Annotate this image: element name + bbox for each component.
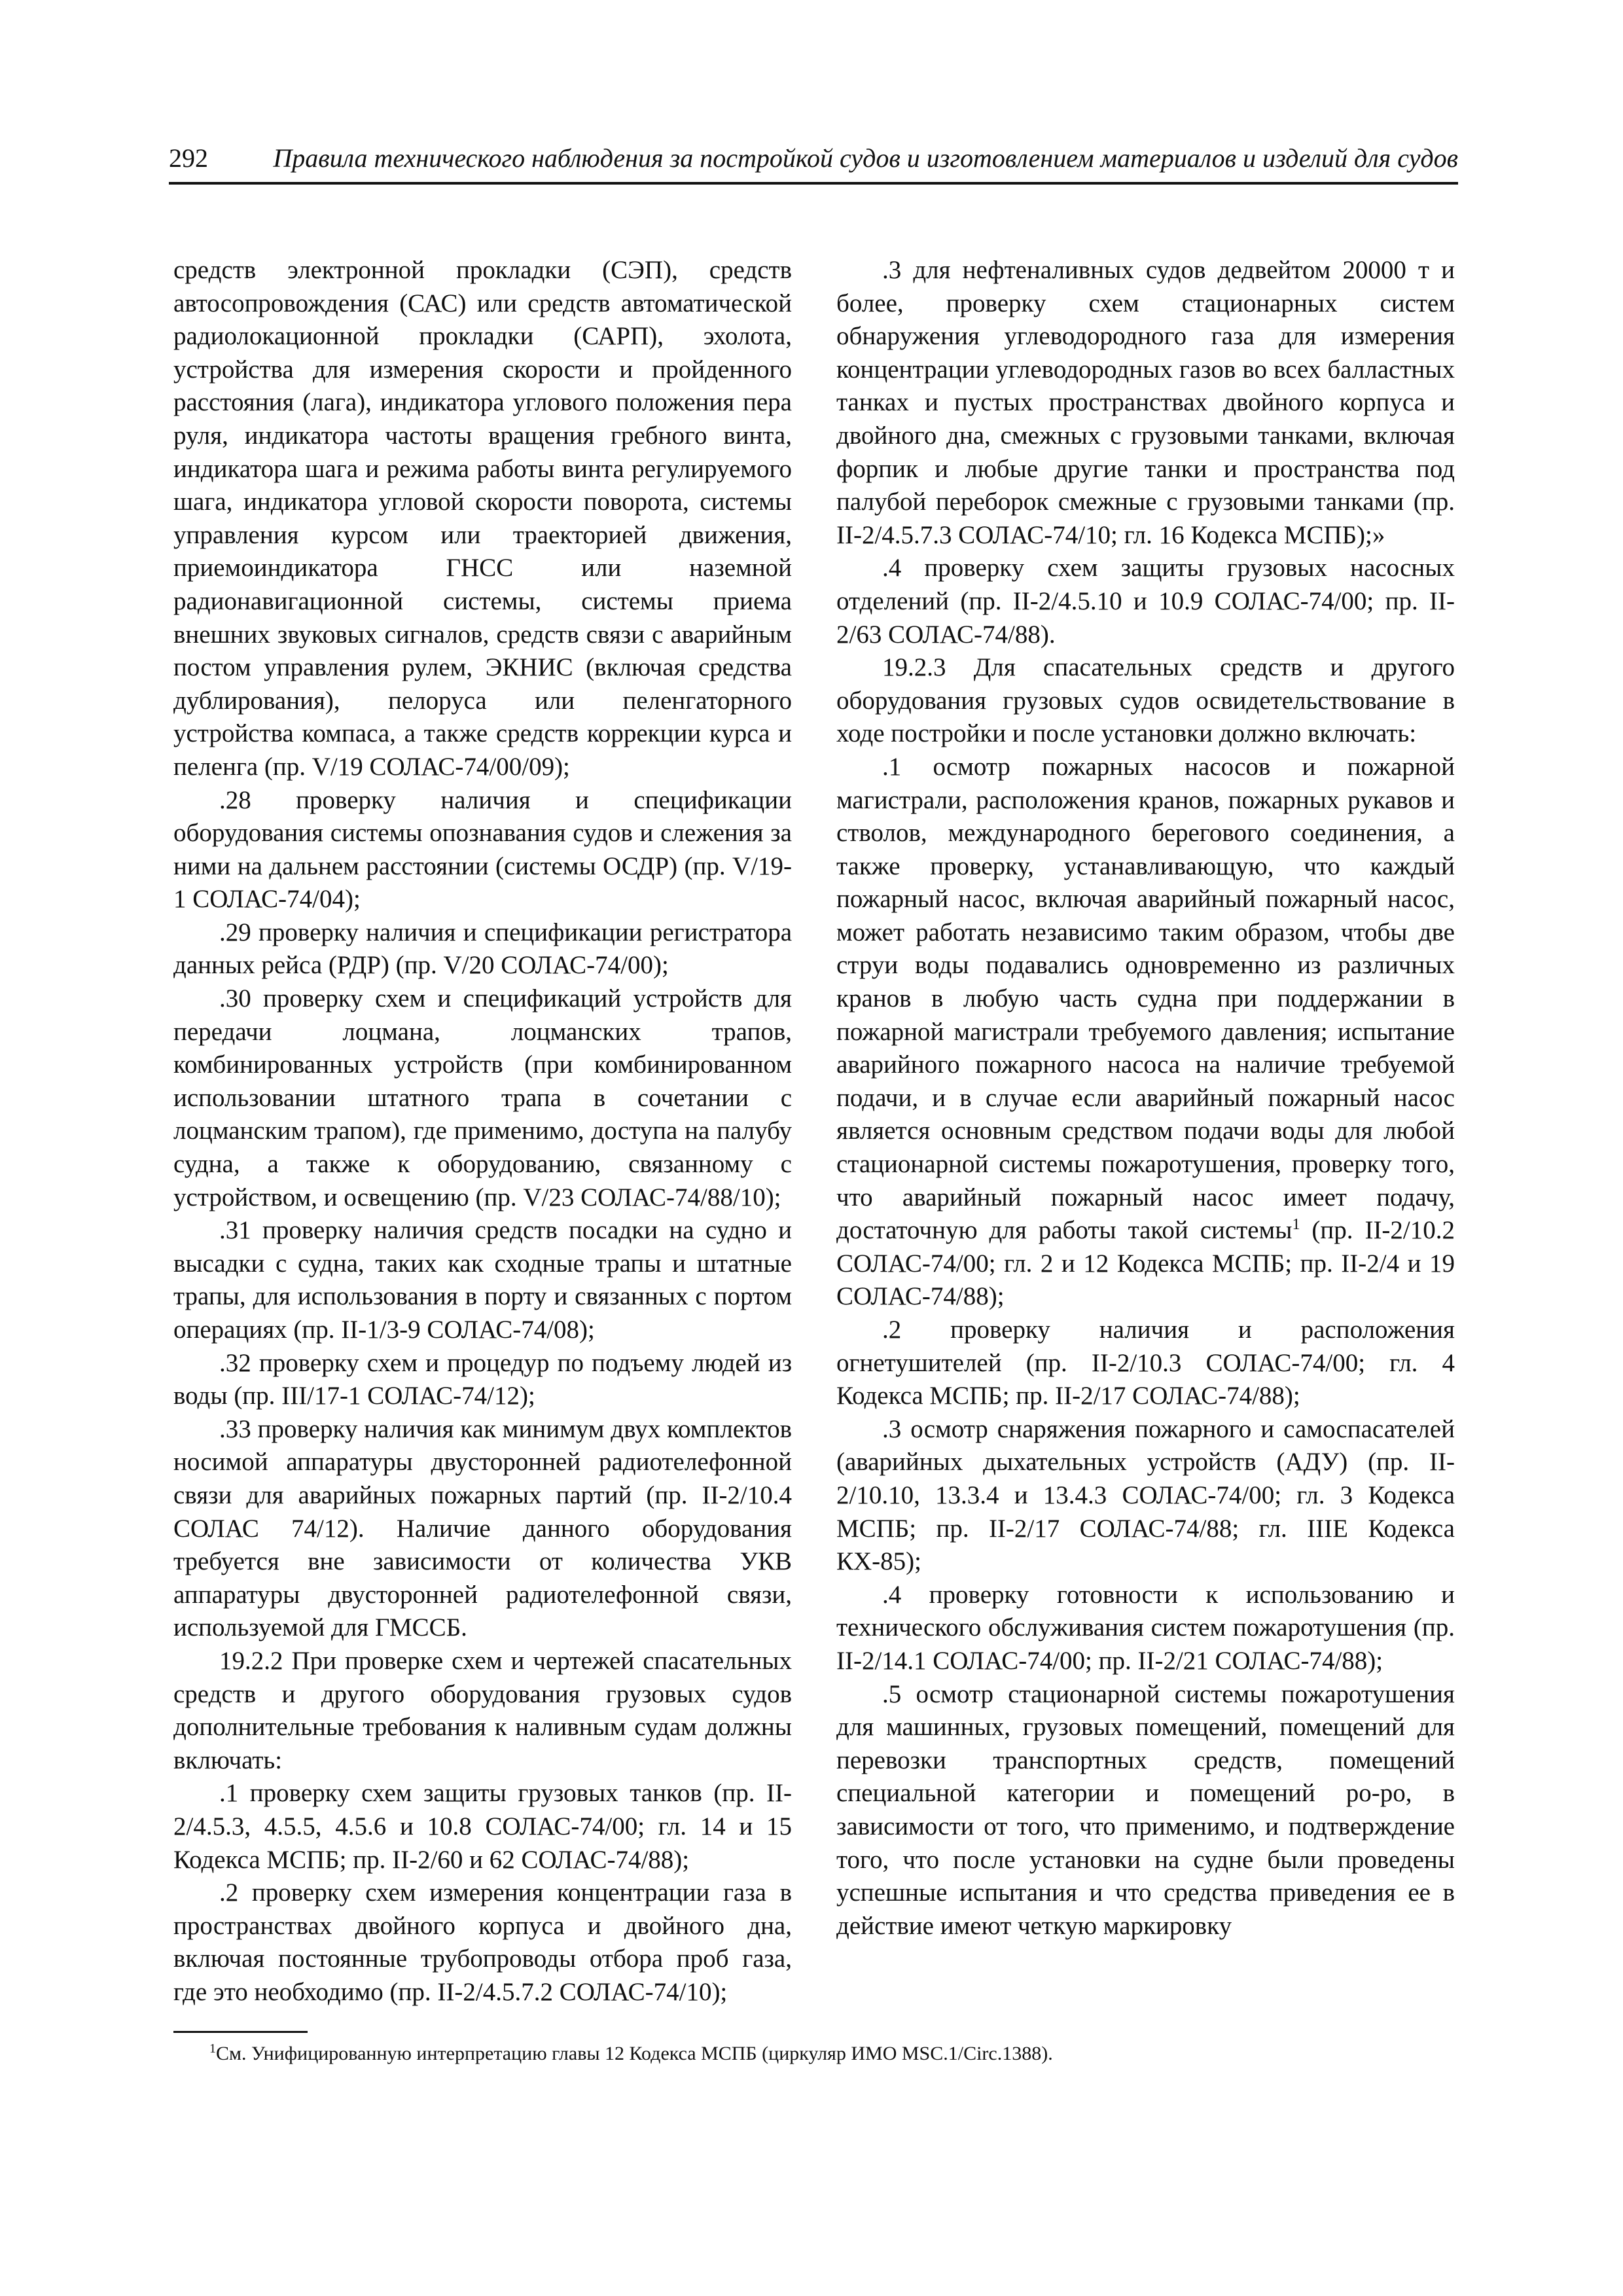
footnote-reference[interactable]: 1 bbox=[1292, 1216, 1300, 1234]
paragraph-item-32: .32 проверку схем и процедур по подъему людей из воды (пр. III/17-1 СОЛАС-74/12); bbox=[173, 1348, 792, 1410]
left-column bbox=[173, 254, 792, 2009]
header-rule bbox=[169, 182, 1458, 185]
paragraph-continuation: средств электронной прокладки (СЭП), средств автосопровождения (САС) или средств автоматической радиолокационной прокладки (САРП), эхолота, устройства для измерения скорости и пройденного расстояния (лага), индикатора углового положения пера руля, индикатора частоты вращения гребного винта, индикатора шага и режима работы винта регулируемого шага, индикатора угловой скорости поворота, системы управления курсом или траекторией движения, приемоиндикатора ГНСС или наземной радионавигационной системы, системы приема внешних звуковых сигналов, средств связи с аварийным постом управления рулем, ЭКНИС (включая средства дублирования), пелоруса или пеленгаторного устройства компаса, а также средств коррекции курса и пеленга (пр. V/19 СОЛАС-74/00/09); bbox=[173, 256, 792, 781]
paragraph-item-3: .3 для нефтеналивных судов дедвейтом 20000 т и более, проверку схем стационарных систем обнаружения углеводородного газа для измерения концентрации углеводородных газов во всех балластных танках и пустых пространствах двойного корпуса и двойного дна, смежных с грузовыми танками, включая форпик и любые другие танки и пространства под палубой переборок смежные с грузовыми танками (пр. II-2/4.5.7.3 СОЛАС-74/10; гл. 16 Кодекса МСПБ);» bbox=[836, 256, 1455, 549]
paragraph-item-3-fireman-outfit: .3 осмотр снаряжения пожарного и самоспасателей (аварийных дыхательных устройств (АДУ) (пр. II-2/10.10, 13.3.4 и 13.4.3 СОЛАС-74/00; гл. 3 Кодекса МСПБ; пр. II-2/17 СОЛАС-74/88; гл. IIIЕ Кодекса КХ-85); bbox=[836, 1414, 1455, 1576]
paragraph-item-31: .31 проверку наличия средств посадки на судно и высадки с судна, таких как сходные трапы и штатные трапы, для использования в порту и связанных с портом операциях (пр. II-1/3-9 СОЛАС-74/08); bbox=[173, 1216, 792, 1344]
footnote-text: См. Унифицированную интерпретацию главы 12 Кодекса МСПБ (циркуляр ИМО MSC.1/Circ.1388). bbox=[216, 2043, 1053, 2064]
paragraph-item-1-tail: (пр. II-2/10.2 СОЛАС-74/00; гл. 2 и 12 Кодекса МСПБ; пр. II-2/4 и 19 СОЛАС-74/88); bbox=[836, 1216, 1455, 1311]
running-title: Правила технического наблюдения за постройкой судов и изготовлением материалов и изделий для судов bbox=[273, 143, 1458, 173]
right-column bbox=[836, 254, 1455, 1943]
paragraph-item-1: .1 проверку схем защиты грузовых танков (пр. II-2/4.5.3, 4.5.5, 4.5.6 и 10.8 СОЛАС-74/00; гл. 14 и 15 Кодекса МСПБ; пр. II-2/60 и 62 СОЛАС-74/88); bbox=[173, 1779, 792, 1874]
paragraph-item-4: .4 проверку схем защиты грузовых насосных отделений (пр. II-2/4.5.10 и 10.9 СОЛАС-74/00; пр. II-2/63 СОЛАС-74/88). bbox=[836, 554, 1455, 649]
page-number: 292 bbox=[169, 143, 208, 173]
paragraph-item-28: .28 проверку наличия и спецификации оборудования системы опознавания судов и слежения за ними на дальнем расстоянии (системы ОСДР) (пр. V/19-1 СОЛАС-74/04); bbox=[173, 785, 792, 914]
page-header bbox=[169, 139, 1458, 178]
paragraph-item-29: .29 проверку наличия и спецификации регистратора данных рейса (РДР) (пр. V/20 СОЛАС-74/00); bbox=[173, 918, 792, 980]
paragraph-item-30: .30 проверку схем и спецификаций устройств для передачи лоцмана, лоцманских трапов, комбинированных устройств (при комбинированном использовании штатного трапа в сочетании с лоцманским трапом), где применимо, доступа на палубу судна, а также к оборудованию, связанному с устройством, и освещению (пр. V/23 СОЛАС-74/88/10); bbox=[173, 984, 792, 1211]
paragraph-item-2: .2 проверку схем измерения концентрации газа в пространствах двойного корпуса и двойного дна, включая постоянные трубопроводы отбора проб газа, где это необходимо (пр. II-2/4.5.7.2 СОЛАС-74/10); bbox=[173, 1878, 792, 2006]
paragraph-section-19-2-2: 19.2.2 При проверке схем и чертежей спасательных средств и другого оборудования грузовых судов дополнительные требования к наливным судам должны включать: bbox=[173, 1646, 792, 1774]
footnote-mark: 1 bbox=[209, 2041, 216, 2056]
footnote-rule bbox=[173, 2031, 308, 2033]
paragraph-item-33: .33 проверку наличия как минимум двух комплектов носимой аппаратуры двусторонней радиотелефонной связи для аварийных пожарных партий (пр. II-2/10.4 СОЛАС 74/12). Наличие данного оборудования требуется вне зависимости от количества УКВ аппаратуры двусторонней радиотелефонной связи, используемой для ГМССБ. bbox=[173, 1414, 792, 1642]
paragraph-item-1-text: .1 осмотр пожарных насосов и пожарной магистрали, расположения кранов, пожарных рукавов и стволов, международного берегового соединения, а также проверку, устанавливающую, что каждый пожарный насос, включая аварийный пожарный насос, может работать независимо таким образом, чтобы две струи воды подавались одновременно из различных кранов в любую часть судна при поддержании в пожарной магистрали требуемого давления; испытание аварийного пожарного насоса на наличие требуемой подачи, и в случае если аварийный пожарный насос является основным средством подачи воды для любой стационарной системы пожаротушения, проверку того, что аварийный пожарный насос имеет подачу, достаточную для работы такой системы bbox=[836, 752, 1455, 1245]
paragraph-item-5-fixed-system: .5 осмотр стационарной системы пожаротушения для машинных, грузовых помещений, помещений для перевозки транспортных средств, помещений специальной категории и помещений ро-ро, в зависимости от того, что применимо, и подтверждение того, что после установки на судне были проведены успешные испытания и что средства приведения ее в действие имеют четкую маркировку bbox=[836, 1679, 1455, 1940]
footnote bbox=[209, 2041, 1453, 2067]
paragraph-item-1-fire-pumps bbox=[836, 751, 1455, 1314]
paragraph-item-2-extinguishers: .2 проверку наличия и расположения огнетушителей (пр. II-2/10.3 СОЛАС-74/00; гл. 4 Кодекса МСПБ; пр. II-2/17 СОЛАС-74/88); bbox=[836, 1316, 1455, 1410]
paragraph-item-4-readiness: .4 проверку готовности к использованию и технического обслуживания систем пожаротушения (пр. II-2/14.1 СОЛАС-74/00; пр. II-2/21 СОЛАС-74/88); bbox=[836, 1580, 1455, 1675]
paragraph-section-19-2-3: 19.2.3 Для спасательных средств и другого оборудования грузовых судов освидетельствование в ходе постройки и после установки должно включать: bbox=[836, 653, 1455, 748]
